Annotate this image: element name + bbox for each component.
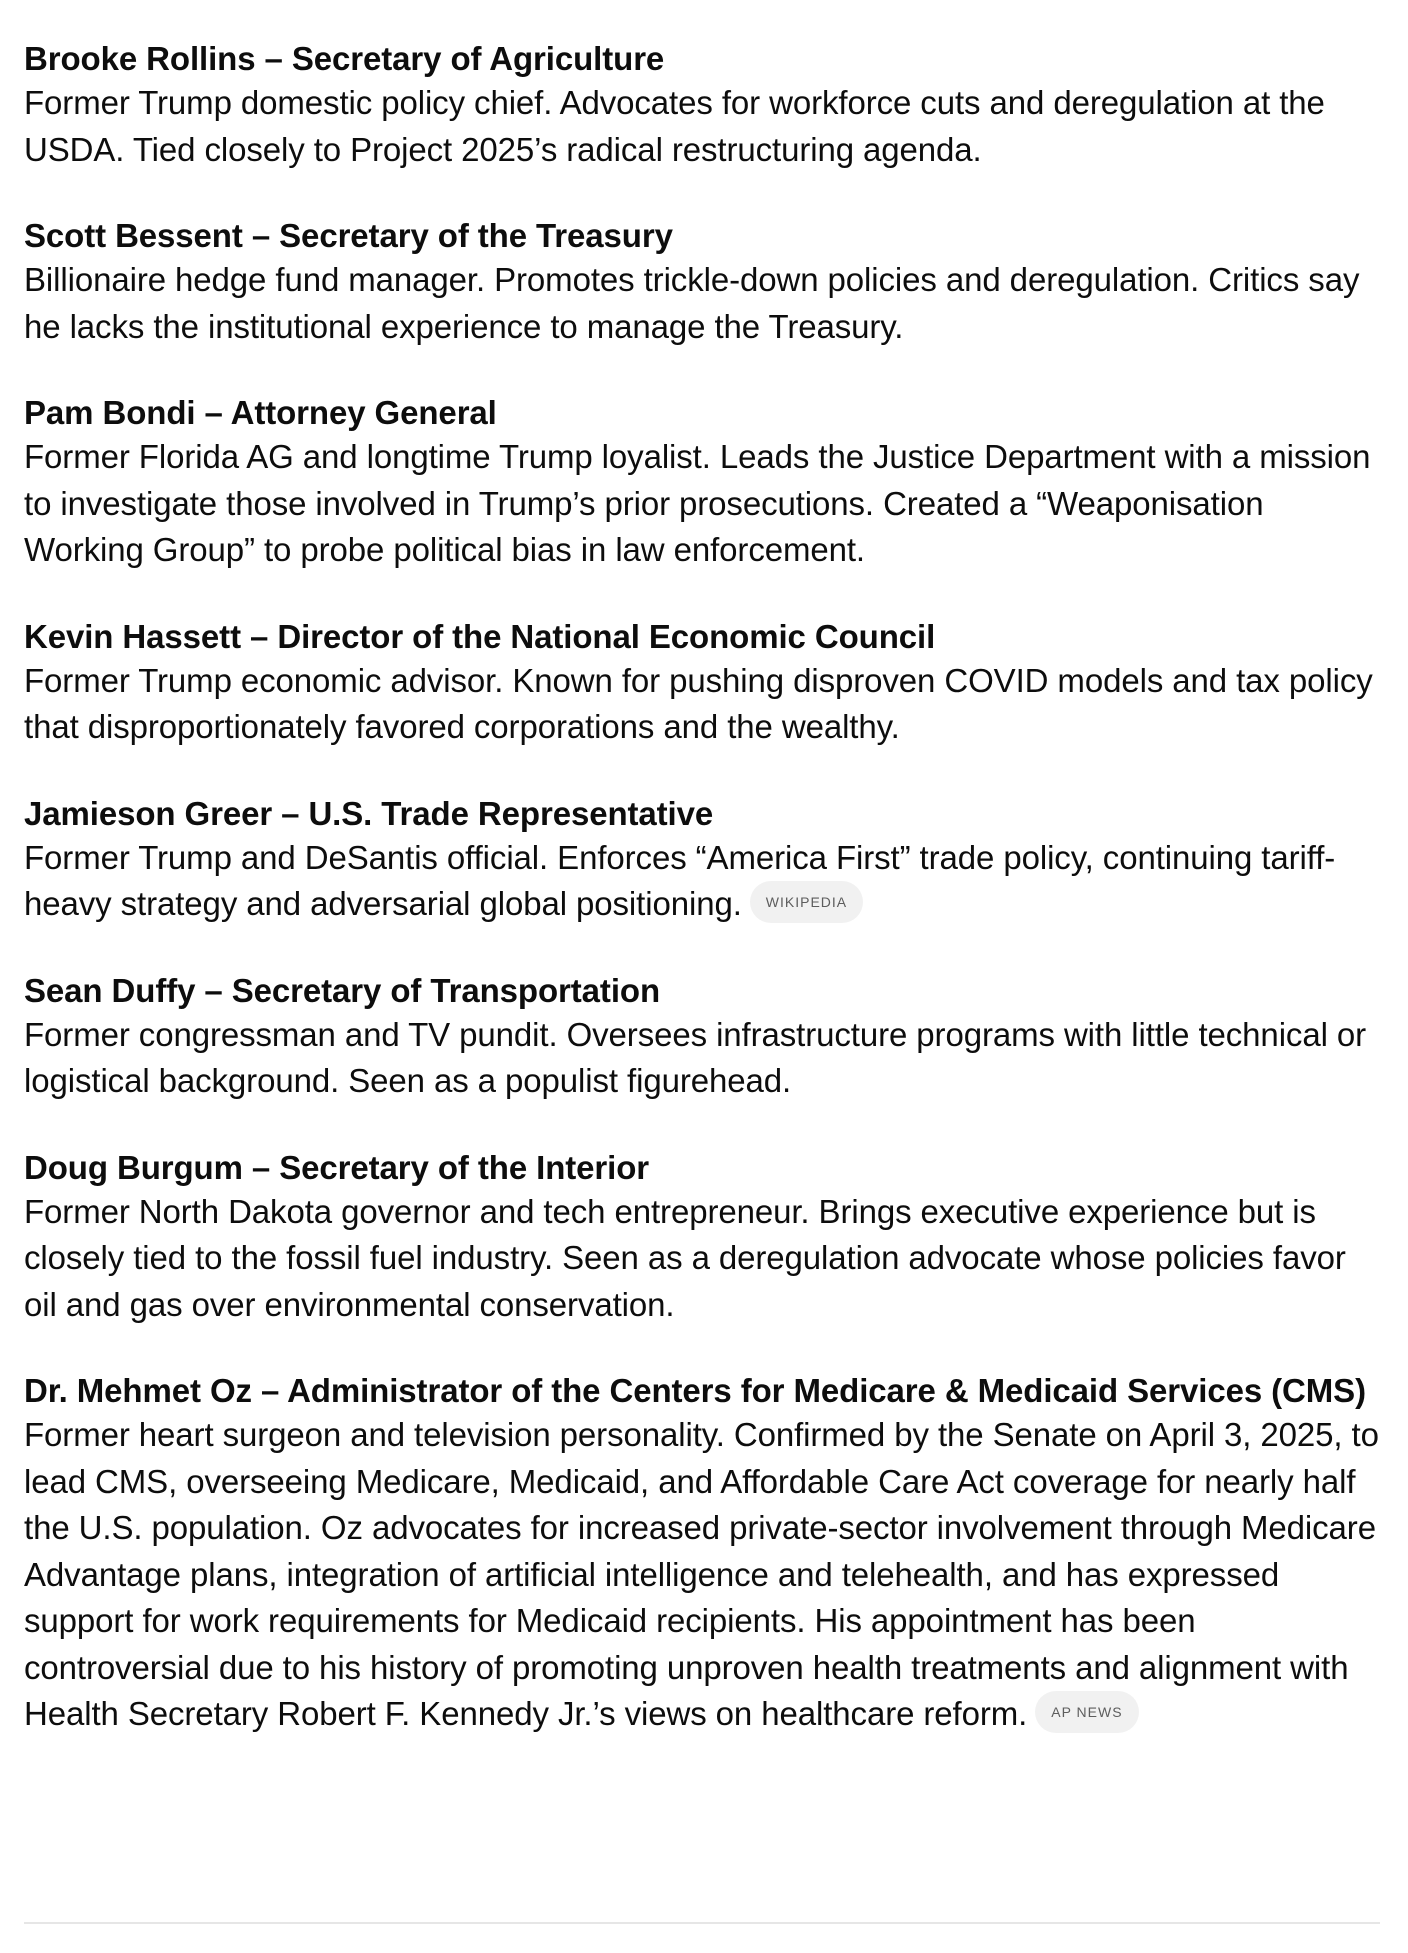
entry-title: Doug Burgum – Secretary of the Interior <box>24 1148 650 1186</box>
entry-body-text: Former Trump economic advisor. Known for pushing disproven COVID models and tax policy that disproportionately favored corporations and the wealthy. <box>24 661 1373 745</box>
entry-title: Pam Bondi – Attorney General <box>24 394 497 431</box>
entry-body-text: Former congressman and TV pundit. Oversees infrastructure programs with little technical or logistical background. Seen as a populist figurehead. <box>24 1015 1367 1099</box>
entry-body-text: Former Trump domestic policy chief. Advocates for workforce cuts and deregulation at the USDA. Tied closely to Project 2025’s radical restructuring agenda. <box>24 84 1325 168</box>
entry-title: Sean Duffy – Secretary of Transportation <box>24 971 661 1009</box>
entry-body <box>24 257 1380 350</box>
entry-rollins <box>24 38 1380 173</box>
entry-bessent <box>24 215 1380 350</box>
entry-hassett <box>24 616 1380 751</box>
entry-greer <box>24 793 1380 928</box>
entry-title: Dr. Mehmet Oz – Administrator of the Centers for Medicare & Medicaid Services (CMS) <box>24 1372 1366 1409</box>
divider <box>24 1922 1380 1924</box>
entry-body-text: Billionaire hedge fund manager. Promotes trickle-down policies and deregulation. Critics say he lacks the institutional experience to manage the Treasury. <box>24 261 1360 345</box>
entry-body-text: Former Florida AG and longtime Trump loyalist. Leads the Justice Department with a mission to investigate those involved in Trump’s prior prosecutions. Created a “Weaponisation Working Group” to probe political bias in law enforcement. <box>24 438 1371 568</box>
entry-body-text: Former heart surgeon and television personality. Confirmed by the Senate on April 3, 2025, to lead CMS, overseeing Medicare, Medicaid, and Affordable Care Act coverage for nearly half the U.S. population. Oz advocates for increased private-sector involvement through Medicare Advantage plans, integration of artificial intelligence and telehealth, and has expressed support for work requirements for Medicaid recipients. His appointment has been controversial due to his history of promoting unproven health treatments and alignment with Health Secretary Robert F. Kennedy Jr.’s views on healthcare reform. <box>24 1416 1379 1732</box>
entry-duffy <box>24 970 1380 1105</box>
source-citation-chip[interactable]: WIKIPEDIA <box>750 881 863 923</box>
entry-body <box>24 1189 1380 1329</box>
entry-title: Kevin Hassett – Director of the National Economic Council <box>24 617 936 655</box>
entry-title: Jamieson Greer – U.S. Trade Representative <box>24 794 714 832</box>
entry-body <box>24 434 1380 574</box>
entry-body <box>24 1012 1380 1105</box>
entry-title: Brooke Rollins – Secretary of Agriculture <box>24 40 665 77</box>
entry-body-text: Former Trump and DeSantis official. Enforces “America First” trade policy, continuing tariff-heavy strategy and adversarial global positioning. <box>24 838 1336 922</box>
entry-body <box>24 80 1380 173</box>
entry-body <box>24 1412 1380 1738</box>
entry-title: Scott Bessent – Secretary of the Treasury <box>24 217 673 254</box>
entry-bondi <box>24 392 1380 574</box>
entry-body-text: Former North Dakota governor and tech entrepreneur. Brings executive experience but is closely tied to the fossil fuel industry. Seen as a deregulation advocate whose policies favor oil and gas over environmental conservation. <box>24 1192 1346 1323</box>
entry-oz <box>24 1370 1380 1738</box>
entry-burgum <box>24 1147 1380 1329</box>
entry-body <box>24 835 1380 928</box>
response-content <box>24 38 1380 1780</box>
entry-body <box>24 658 1380 751</box>
source-citation-chip[interactable]: AP NEWS <box>1035 1691 1138 1733</box>
